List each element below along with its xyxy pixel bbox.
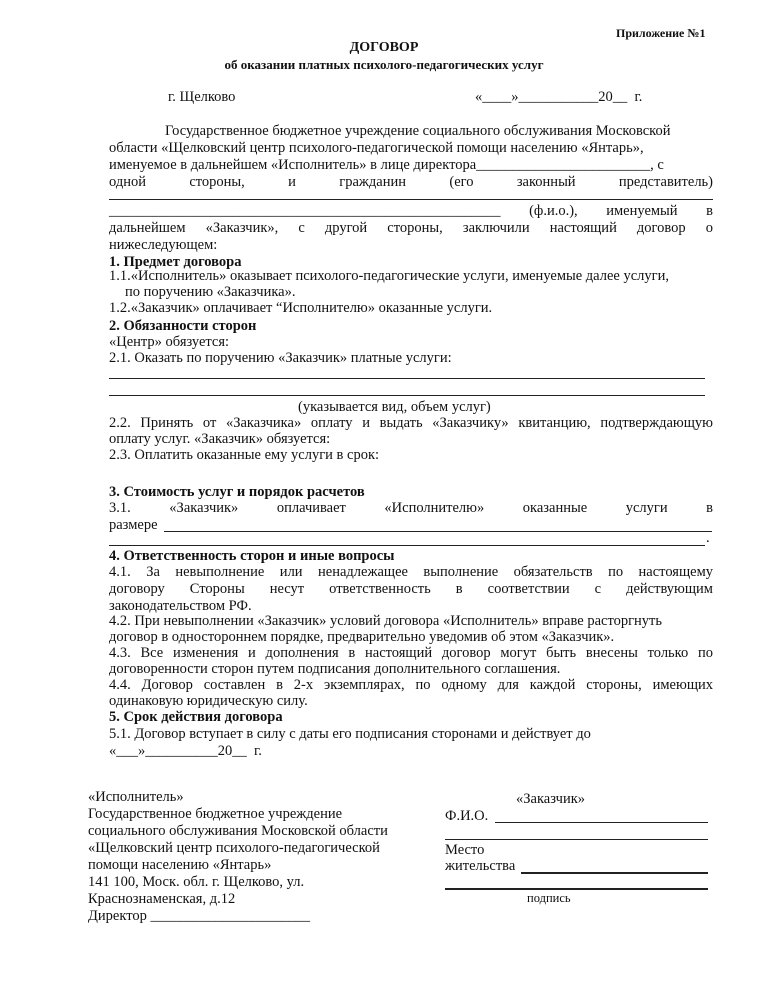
clause-4-3-line-2: договоренности сторон путем подписания дополнительного соглашения. [109, 661, 561, 677]
center-obligations: «Центр» обязуется: [109, 334, 230, 350]
section-3-heading: 3. Стоимость услуг и порядок расчетов [109, 484, 365, 500]
blank-line [109, 395, 705, 396]
clause-4-4-line-2: одинаковую юридическую силу. [109, 693, 308, 709]
clause-1-1-line-1: 1.1.«Исполнитель» оказывает психолого-педагогические услуги, именуемые далее услуги, [109, 268, 669, 284]
clause-4-1-line-3: законодательством РФ. [109, 598, 252, 614]
clause-1-1-line-2: по поручению «Заказчика». [125, 284, 296, 300]
customer-title: «Заказчик» [516, 791, 585, 807]
clause-2-1: 2.1. Оказать по поручению «Заказчик» платные услуги: [109, 350, 452, 366]
fio-line [495, 822, 708, 823]
preamble-line-1: Государственное бюджетное учреждение социального обслуживания Московской [165, 123, 671, 139]
customer-fio-label: Ф.И.О. [445, 808, 489, 824]
section-5-heading: 5. Срок действия договора [109, 709, 283, 725]
contract-subtitle: об оказании платных психолого-педагогических услуг [224, 57, 544, 72]
appendix-label: Приложение №1 [616, 26, 706, 40]
preamble-line-3: именуемое в дальнейшем «Исполнитель» в лице директора________________________, с [109, 157, 664, 173]
residence-label-2: жительства [445, 858, 516, 874]
executor-line-4: помощи населению «Янтарь» [88, 857, 272, 873]
preamble-line-6: дальнейшем «Заказчик», с другой стороны, заключили настоящий договор о [109, 220, 713, 236]
executor-line-2: социального обслуживания Московской области [88, 823, 388, 839]
clause-2-3: 2.3. Оплатить оказанные ему услуги в срок: [109, 447, 380, 463]
preamble-line-7: нижеследующем: [109, 237, 218, 253]
fio-line-2 [445, 839, 708, 840]
amount-line [164, 531, 712, 532]
executor-title: «Исполнитель» [88, 789, 184, 805]
preamble-line-4: одной стороны, и гражданин (его законный представитель) [109, 174, 713, 190]
preamble-line-2: области «Щелковский центр психолого-педагогической помощи населению «Янтарь», [109, 140, 644, 156]
residence-label-1: Место [445, 842, 485, 858]
term-end-date: «___»__________20__ г. [109, 743, 262, 759]
signature-label: подпись [527, 891, 571, 905]
clause-3-1-line-2: размере [109, 517, 158, 533]
clause-4-4-line-1: 4.4. Договор составлен в 2-х экземплярах, по одному для каждой стороны, имеющих [109, 677, 713, 693]
section-1-heading: 1. Предмет договора [109, 254, 242, 270]
executor-director: Директор ______________________ [88, 908, 310, 924]
clause-3-1-line-1: 3.1. «Заказчик» оплачивает «Исполнителю» оказанные услуги в [109, 500, 713, 516]
executor-address-line-1: 141 100, Моск. обл. г. Щелково, ул. [88, 874, 305, 890]
preamble-line-5: ______________________________________________________ (ф.и.о.), именуемый в [109, 203, 713, 219]
clause-2-2-line-1: 2.2. Принять от «Заказчика» оплату и выдать «Заказчику» квитанцию, подтверждающую [109, 415, 713, 431]
blank-line [109, 545, 705, 546]
section-2-heading: 2. Обязанности сторон [109, 318, 257, 334]
blank-line [109, 378, 705, 379]
blank-line [109, 199, 713, 200]
clause-4-1-line-1: 4.1. За невыполнение или ненадлежащее выполнение обязательств по настоящему [109, 564, 713, 580]
services-hint: (указывается вид, объем услуг) [298, 399, 491, 415]
clause-4-1-line-2: договору Стороны несут ответственность в соответствии с действующим [109, 581, 713, 597]
clause-3-1-end: . [706, 530, 710, 546]
section-4-heading: 4. Ответственность сторон и иные вопросы [109, 548, 395, 564]
contract-title: ДОГОВОР [349, 40, 419, 55]
executor-line-1: Государственное бюджетное учреждение [88, 806, 343, 822]
city: г. Щелково [168, 89, 236, 105]
executor-address-line-2: Краснознаменская, д.12 [88, 891, 236, 907]
executor-line-3: «Щелковский центр психолого-педагогической [88, 840, 380, 856]
contract-date: «____»___________20__ г. [475, 89, 643, 105]
clause-4-2-line-2: договор в одностороннем порядке, предварительно уведомив об этом «Заказчик». [109, 629, 615, 645]
clause-4-2-line-1: 4.2. При невыполнении «Заказчик» условий договора «Исполнитель» вправе расторгнуть [109, 613, 662, 629]
residence-line-2 [445, 888, 708, 890]
clause-5-1: 5.1. Договор вступает в силу с даты его подписания сторонами и действует до [109, 726, 591, 742]
clause-4-3-line-1: 4.3. Все изменения и дополнения в настоящий договор могут быть внесены только по [109, 645, 713, 661]
clause-1-2: 1.2.«Заказчик» оплачивает “Исполнителю» оказанные услуги. [109, 300, 493, 316]
clause-2-2-line-2: оплату услуг. «Заказчик» обязуется: [109, 431, 331, 447]
residence-line [521, 872, 708, 874]
